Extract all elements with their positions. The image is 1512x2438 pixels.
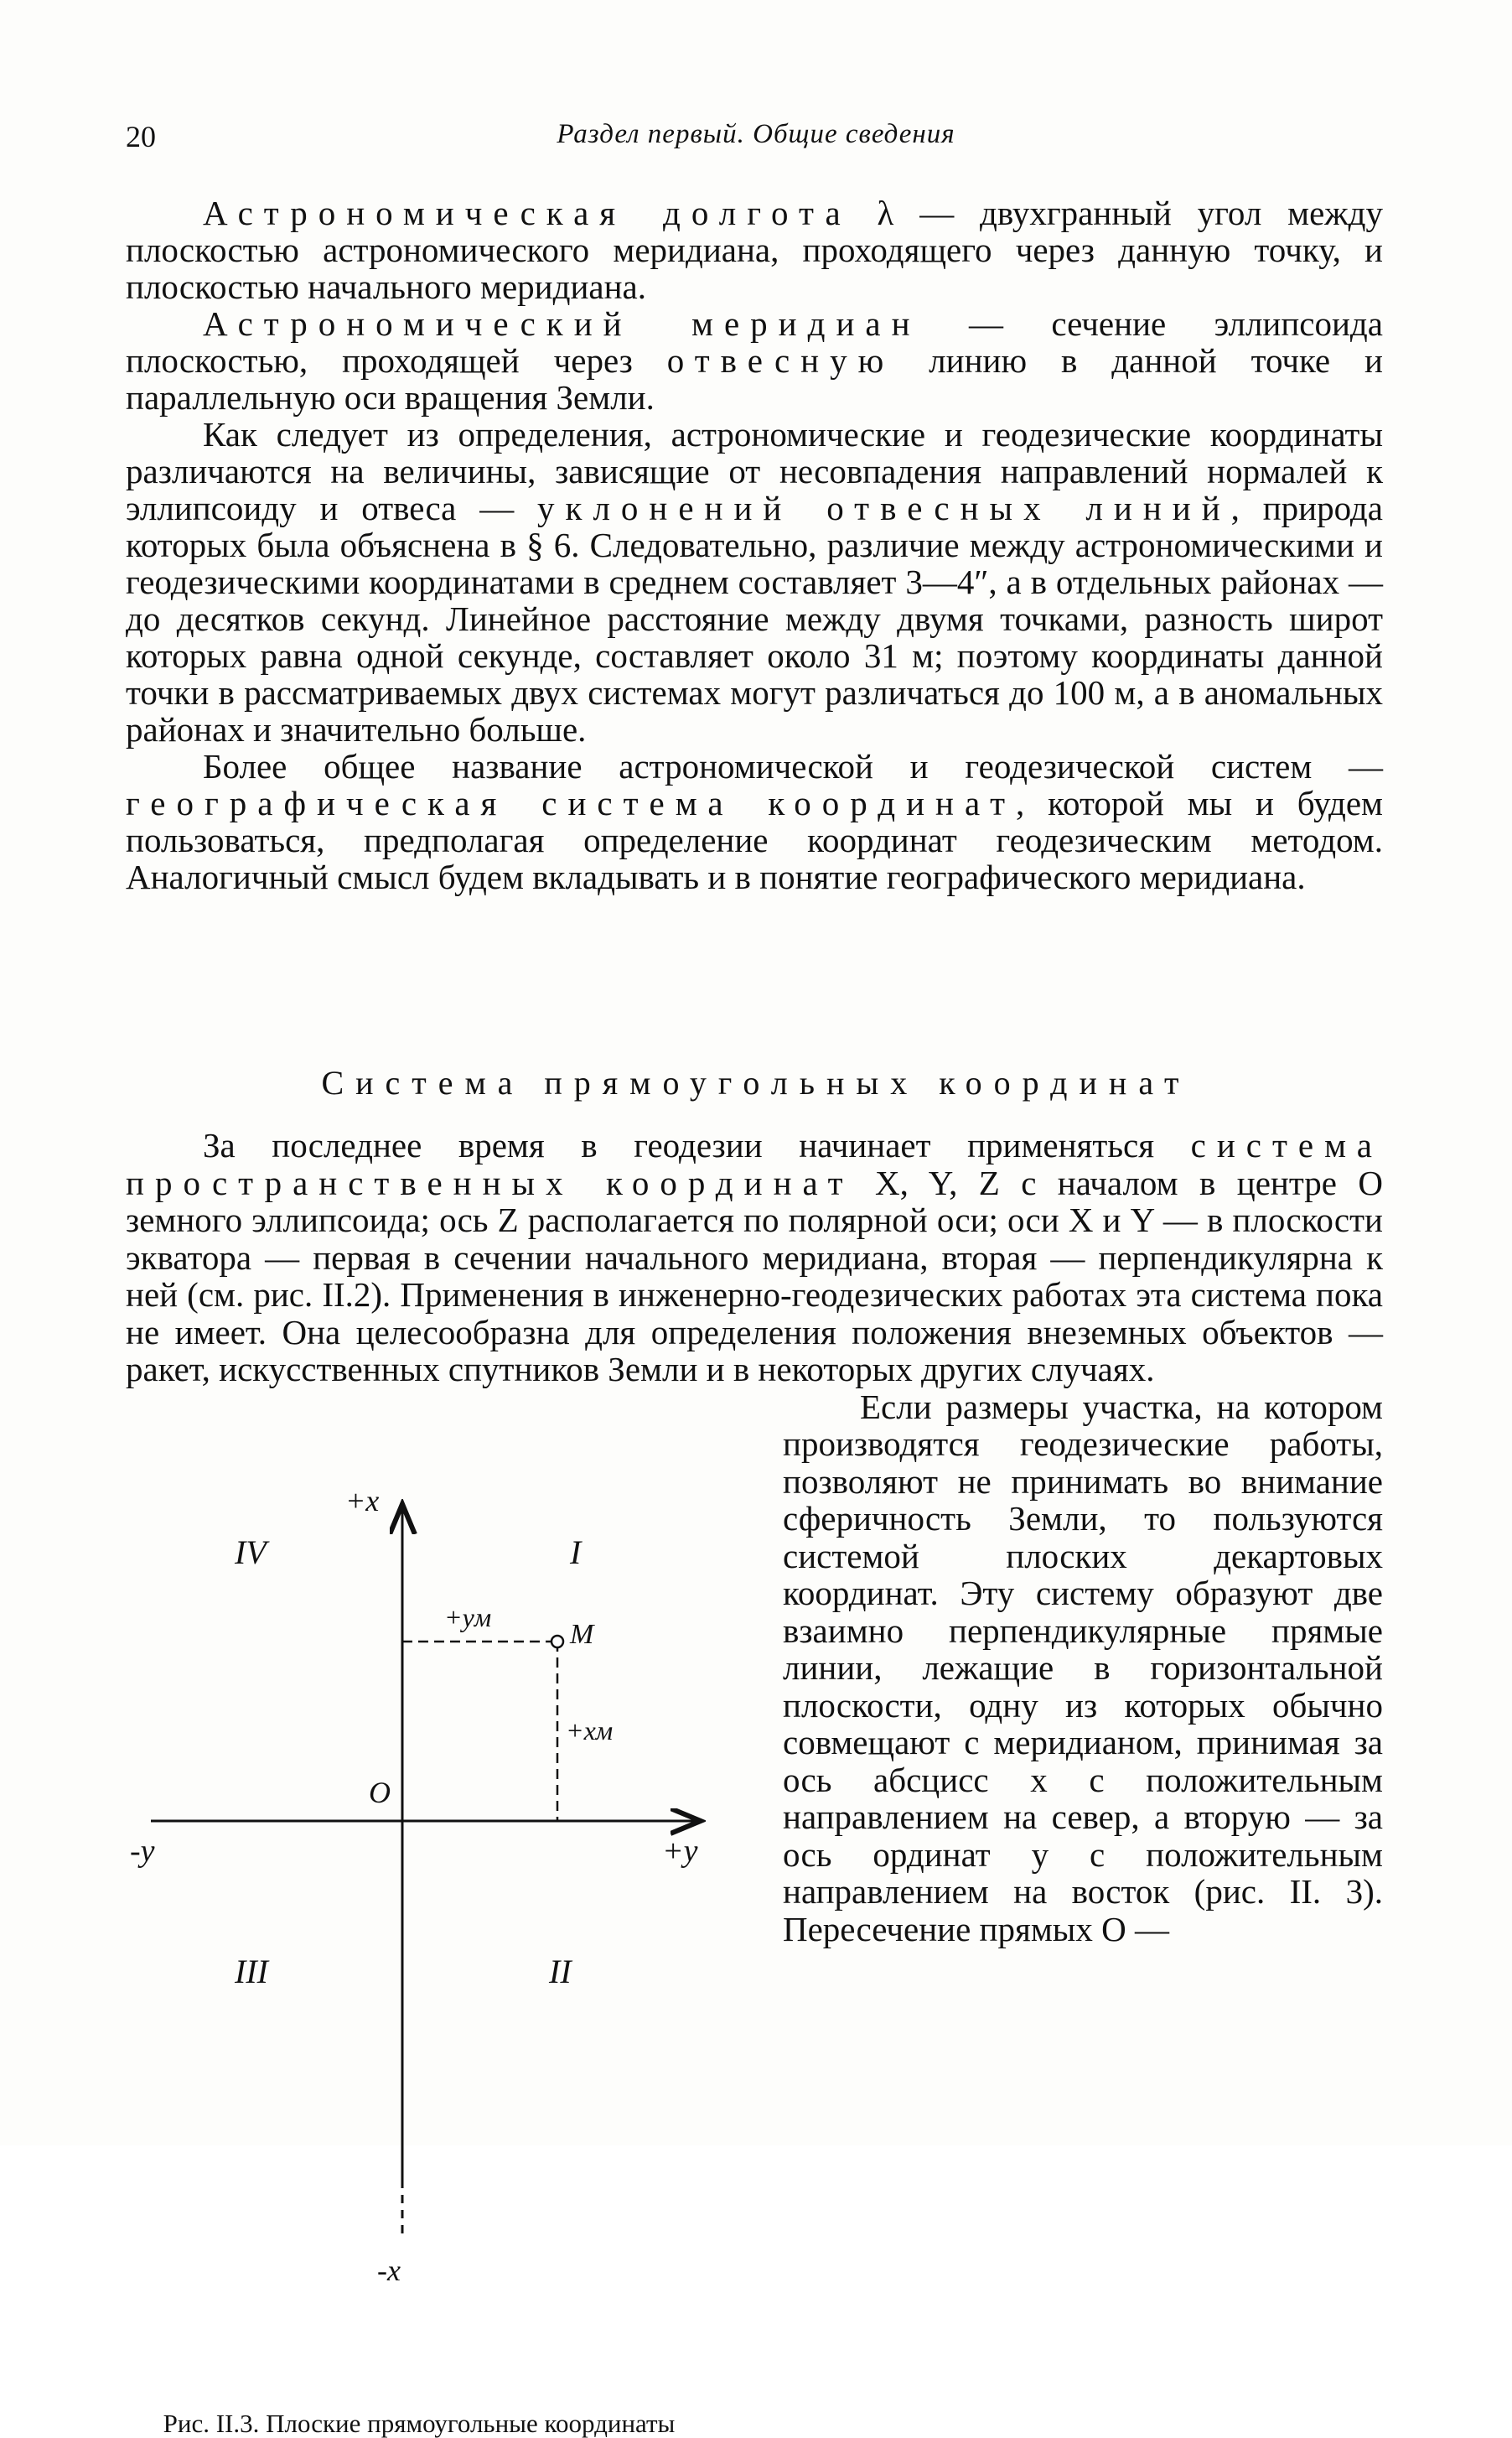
section-title: Система прямоугольных координат bbox=[321, 1064, 1191, 1102]
paragraph bbox=[126, 1127, 1383, 1388]
point-m-marker bbox=[551, 1636, 563, 1647]
label-plus-y: +y bbox=[662, 1833, 698, 1869]
spaced-term: Астрономический меридиан bbox=[203, 304, 921, 343]
label-minus-x: -x bbox=[377, 2253, 401, 2287]
label-origin: O bbox=[369, 1775, 391, 1809]
section-1-text bbox=[126, 195, 1383, 895]
label-point-m: M bbox=[570, 1618, 594, 1650]
paragraph bbox=[126, 305, 1383, 416]
paragraph-text: Более общее название астрономической и геодезической систем — bbox=[203, 747, 1383, 786]
spaced-term: географическая система координат bbox=[126, 784, 1017, 822]
paragraph-text: , которой мы и будем пользоваться, предполагая определение координат геодезическим методом. Аналогичный смысл будем вкладывать и в понятие географического меридиана. bbox=[126, 784, 1383, 896]
label-minus-y: -y bbox=[130, 1833, 155, 1869]
page-number: 20 bbox=[126, 120, 156, 153]
paragraph-text: — сечение эллипсоида плоскостью, проходящей через bbox=[126, 304, 1383, 380]
paragraph-text: линию в данной точке и параллельную оси вращения Земли. bbox=[126, 341, 1383, 417]
running-head: Раздел первый. Общие сведения bbox=[557, 119, 955, 149]
quadrant-4-label: IV bbox=[235, 1533, 267, 1571]
quadrant-1-label: I bbox=[570, 1533, 582, 1571]
paragraph bbox=[126, 195, 1383, 305]
figure-coordinate-system bbox=[126, 1483, 746, 2438]
paragraph-text: λ — двухгранный угол между плоскостью астрономического меридиана, проходящего через данную точку, и плоскостью начального меридиана. bbox=[126, 194, 1383, 306]
coordinate-diagram bbox=[126, 1484, 746, 2289]
label-plus-x: +x bbox=[345, 1483, 380, 1517]
spaced-term: Астрономическая долгота bbox=[203, 194, 852, 232]
quadrant-2-label: II bbox=[549, 1952, 572, 1990]
paragraph bbox=[126, 748, 1383, 895]
label-x-m: +xм bbox=[566, 1714, 614, 1746]
paragraph-text: X, Y, Z с началом в центре O земного эллипсоида; ось Z располагается по полярной оси; оси X и Y — в плоскости экватора — первая в сечении начального меридиана, вторая — перпендикулярна к ней (см. рис. II.2). Применения в инженерно-геодезических работах эта система пока не имеет. Она целесообразна для определения положения внеземных объектов — ракет, искусственных спутников Земли и в некоторых других случаях. bbox=[126, 1163, 1383, 1388]
section-2-text bbox=[126, 1126, 1383, 2438]
paragraph-text: За последнее время в геодезии начинает применяться bbox=[203, 1126, 1191, 1165]
quadrant-3-label: III bbox=[235, 1952, 268, 1990]
figure-caption: Рис. II.3. Плоские прямоугольные координаты bbox=[163, 2408, 676, 2438]
spaced-term: уклонений отвесных линий bbox=[537, 489, 1231, 527]
label-y-m: +yм bbox=[444, 1601, 492, 1632]
spaced-term: отвесную bbox=[666, 341, 895, 380]
paragraph-text: Как следует из определения, астрономические и геодезические координаты различаются на величины, зависящие от несовпадения направлений нормалей к эллипсоиду и отвеса — bbox=[126, 415, 1383, 527]
paragraph-text: Если размеры участка, на котором производятся геодезические работы, позволяют не принимать во внимание сферичность Земли, то пользуются системой плоских декартовых координат. Эту систему образуют две взаимно перпендикулярные прямые линии, лежащие в горизонтальной плоскости, одну из которых обычно совмещают с меридианом, принимая за ось абсцисс x с положительным направлением на север, а вторую — за ось ординат y с положительным направлением на восток (рис. II. 3). Пересечение прямых O — bbox=[783, 1387, 1383, 1948]
paragraph-text: , природа которых была объяснена в § 6. Следовательно, различие между астрономическими и геодезическими координатами в среднем составляет 3—4″, а в отдельных районах — до десятков секунд. Линейное расстояние между двумя точками, разность широт которых равна одной секунде, составляет около 31 м; поэтому координаты данной точки в рассматриваемых двух системах могут различаться до 100 м, а в аномальных районах и значительно больше. bbox=[126, 489, 1383, 749]
spaced-term: система пространственных координат bbox=[126, 1126, 1383, 1202]
paragraph bbox=[126, 416, 1383, 748]
